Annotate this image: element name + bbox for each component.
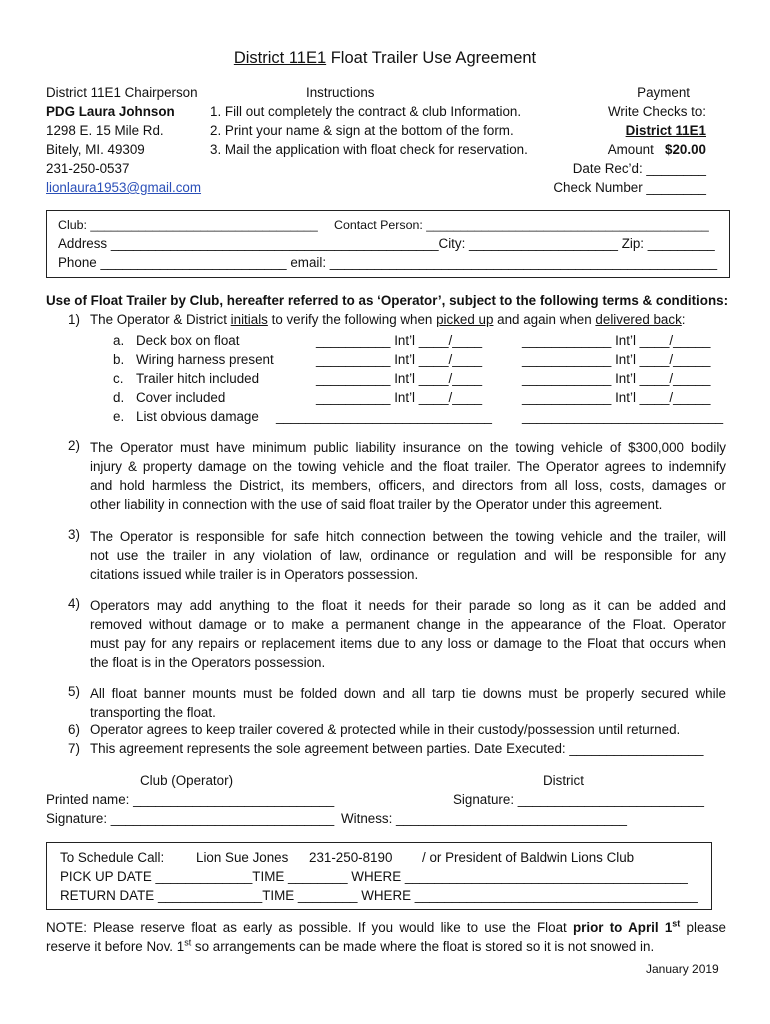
chair-email-link[interactable]: lionlaura1953@gmail.com bbox=[46, 180, 202, 195]
district-heading: District bbox=[543, 773, 584, 788]
delivery-initials-column[interactable]: ____________ Int’l ____/_____ ____________ Int’l ____/_____ ____________ Int’l ____/_____ ____________ Int’l ____/_____ ___________________________ bbox=[522, 333, 724, 424]
item-6-text: Operator agrees to keep trailer covered & protected while in their custody/possession until returned. bbox=[90, 722, 681, 737]
chair-name: PDG Laura Johnson bbox=[46, 104, 175, 119]
item-7-text[interactable]: This agreement represents the sole agreement between parties. Date Executed: __________________ bbox=[90, 741, 704, 756]
contact-person-field[interactable]: Contact Person: _________________________________________ bbox=[334, 218, 709, 232]
item-2-text: The Operator must have minimum public liability insurance on the towing vehicle of $300,000 bodily injury & property damage on the towing vehicle and the float trailer. The Operator agrees to indemnify and hold harmless the District, its members, officers, and directors from all loss, costs, damages or other liability in connection with the use of said float trailer by the Operator under this agreement. bbox=[90, 440, 726, 512]
item-4-text: Operators may add anything to the float it needs for their parade so long as it can be added and removed without damage or to make a permanent change in the appearance of the Float. Operator must pay for any repairs or replacement items due to any loss or damage to the Float that occurs when the float is in the Operators possession. bbox=[90, 598, 726, 670]
payment-payee: District 11E1 bbox=[625, 123, 706, 138]
club-signature-field[interactable]: Signature: ______________________________ bbox=[46, 811, 335, 826]
checklist-items bbox=[136, 331, 274, 426]
page-title: District 11E1 Float Trailer Use Agreement bbox=[233, 49, 537, 67]
chair-street: 1298 E. 15 Mile Rd. bbox=[46, 123, 164, 138]
witness-field[interactable]: Witness: _______________________________ bbox=[341, 811, 627, 826]
chair-phone: 231-250-0537 bbox=[46, 161, 130, 176]
checklist-item: List obvious damage bbox=[136, 409, 259, 424]
payment-date-received: Date Rec’d: ________ bbox=[572, 161, 706, 176]
address-field[interactable]: Address ____________________________________________City: ____________________ Zip: _________ bbox=[58, 236, 715, 251]
checklist-item: Deck box on float bbox=[136, 333, 240, 348]
footer-date: January 2019 bbox=[646, 962, 719, 976]
item-5-text: All float banner mounts must be folded down and all tarp tie downs must be properly secured while transporting the float. bbox=[90, 686, 726, 720]
checklist-letters: a. b. c. d. e. bbox=[113, 333, 125, 424]
schedule-alternate: / or President of Baldwin Lions Club bbox=[422, 850, 635, 865]
item-number: 4) bbox=[68, 596, 80, 611]
checklist-item: Cover included bbox=[136, 390, 226, 405]
instruction-item: 3. Mail the application with float check for reservation. bbox=[210, 142, 528, 157]
instructions-heading: Instructions bbox=[306, 85, 375, 100]
district-signature-field[interactable]: Signature: _________________________ bbox=[453, 792, 704, 807]
printed-name-field[interactable]: Printed name: ___________________________ bbox=[46, 792, 335, 807]
item-number: 7) bbox=[68, 741, 80, 756]
payment-heading: Payment bbox=[637, 85, 690, 100]
item-1-text: The Operator & District initials to verify the following when picked up and again when delivered back: bbox=[90, 312, 686, 327]
instruction-item: 2. Print your name & sign at the bottom of the form. bbox=[210, 123, 514, 138]
payment-block bbox=[553, 83, 706, 197]
payment-amount: Amount $20.00 bbox=[607, 142, 706, 157]
item-number: 3) bbox=[68, 527, 80, 542]
item-number: 6) bbox=[68, 722, 80, 737]
checklist-item: Wiring harness present bbox=[136, 352, 274, 367]
reservation-note: NOTE: Please reserve float as early as possible. If you would like to use the Float prior to April 1st please reserve it before Nov. 1st so arrangements can be made where the float is stored so it is not snowed in. bbox=[46, 918, 726, 954]
chairperson-block bbox=[46, 83, 201, 197]
item-number: 2) bbox=[68, 438, 80, 453]
club-operator-heading: Club (Operator) bbox=[140, 773, 234, 788]
use-heading: Use of Float Trailer by Club, hereafter referred to as ‘Operator’, subject to the following terms & conditions: bbox=[46, 293, 729, 308]
chair-city: Bitely, MI. 49309 bbox=[46, 142, 145, 157]
payment-check-number: Check Number ________ bbox=[553, 180, 706, 195]
schedule-label: To Schedule Call: bbox=[60, 850, 165, 865]
return-date-field[interactable]: RETURN DATE ______________TIME ________ WHERE ______________________________________ bbox=[60, 888, 698, 903]
checklist-item: Trailer hitch included bbox=[136, 371, 260, 386]
schedule-contact-name: Lion Sue Jones bbox=[196, 850, 289, 865]
item-number: 1) bbox=[68, 312, 80, 327]
item-number: 5) bbox=[68, 684, 80, 699]
chair-label: District 11E1 Chairperson bbox=[46, 85, 198, 100]
pickup-initials-column[interactable]: __________ Int’l ____/____ __________ Int’l ____/____ __________ Int’l ____/____ __________ Int’l ____/____ _____________________________ bbox=[276, 333, 492, 424]
club-field[interactable]: Club: _________________________________ bbox=[58, 218, 318, 232]
instructions-block bbox=[210, 83, 528, 159]
pickup-date-field[interactable]: PICK UP DATE _____________TIME ________ WHERE ______________________________________ bbox=[60, 869, 688, 884]
schedule-phone: 231-250-8190 bbox=[309, 850, 393, 865]
payment-write: Write Checks to: bbox=[608, 104, 706, 119]
phone-email-field[interactable]: Phone _________________________ email: ____________________________________________________ bbox=[58, 255, 718, 270]
instruction-item: 1. Fill out completely the contract & club Information. bbox=[210, 104, 522, 119]
item-3-text: The Operator is responsible for safe hitch connection between the towing vehicle and the trailer, will not use the trailer in any violation of law, ordinance or regulation and will be responsible for any citations issued while trailer is in Operators possession. bbox=[90, 529, 726, 582]
